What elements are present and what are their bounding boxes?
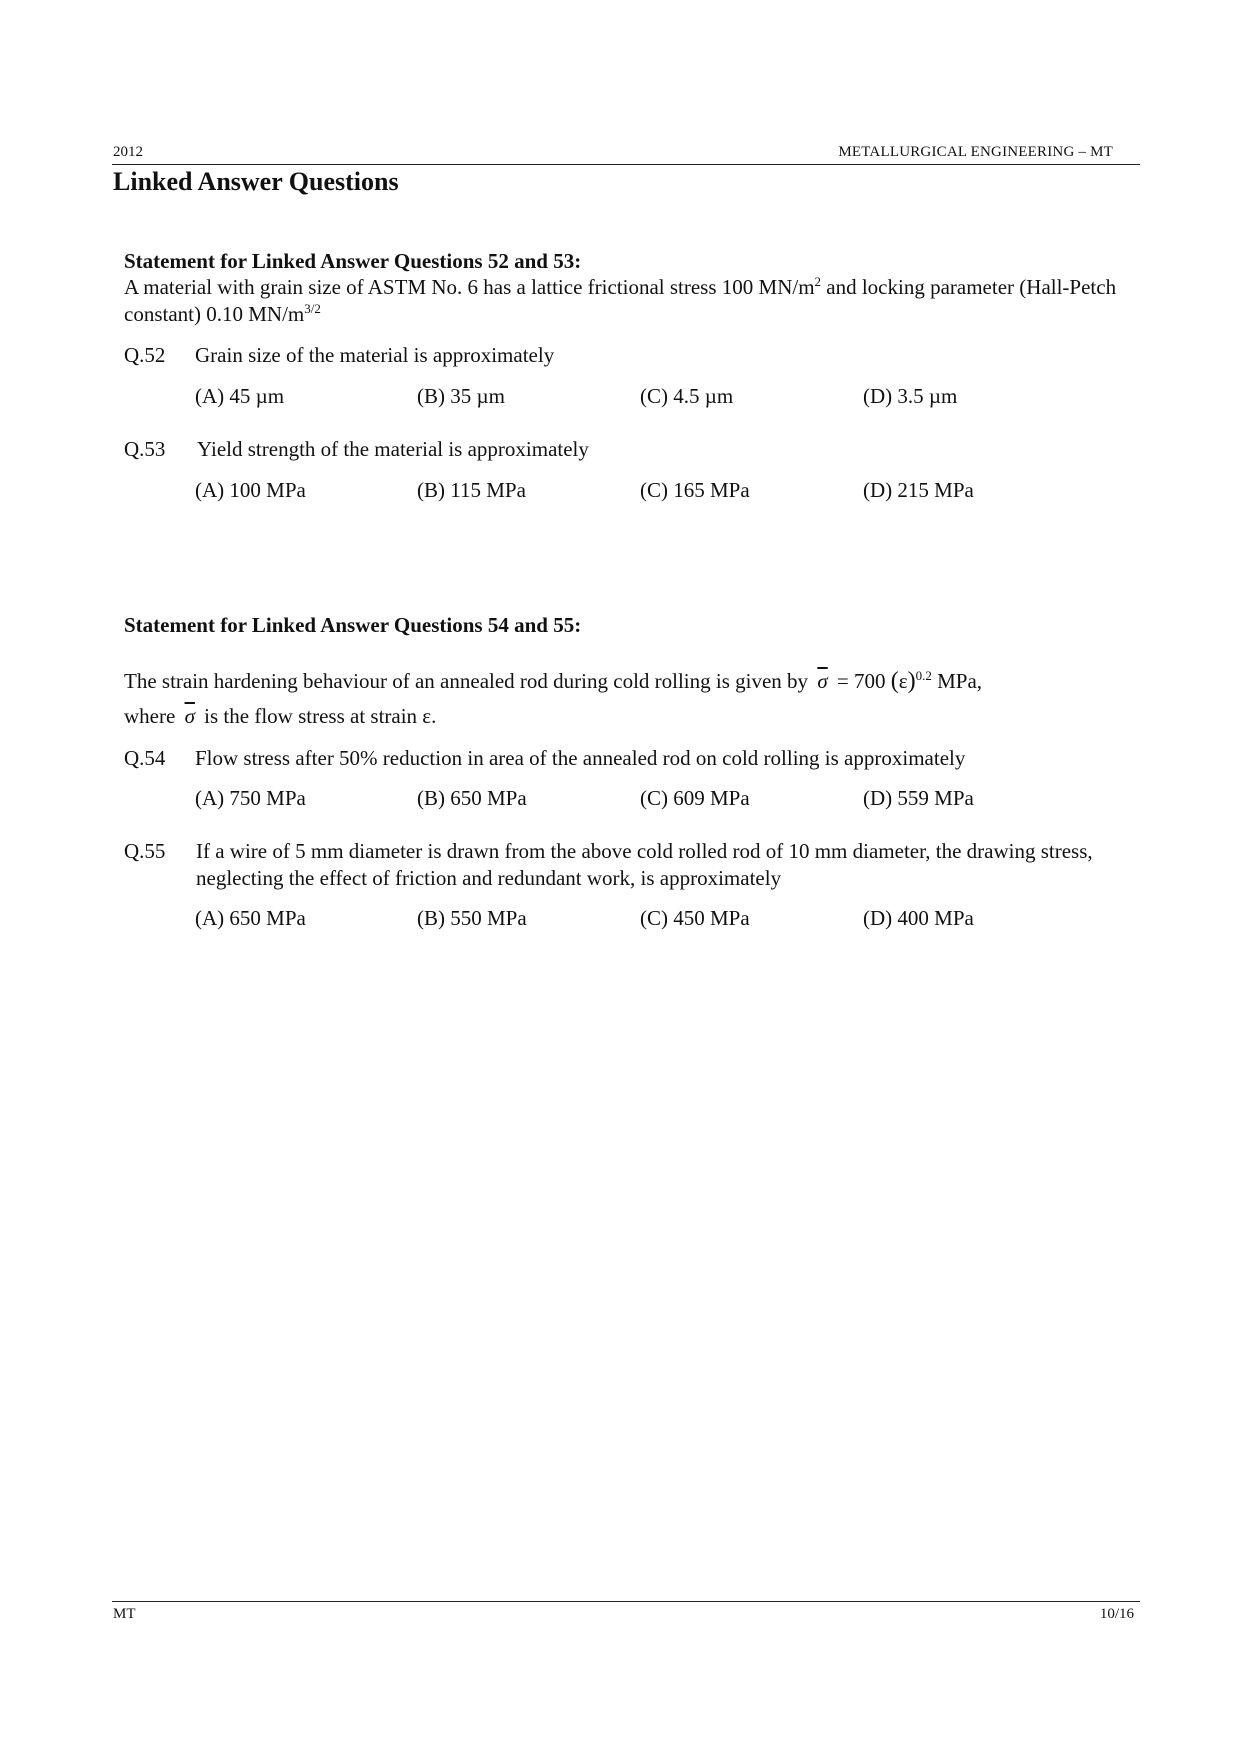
statement-text-part: The strain hardening behaviour of an annealed rod during cold rolling is given by [124,669,814,693]
superscript: 2 [814,274,822,289]
option-b: (B) 35 µm [417,384,505,408]
question-number: Q.52 [124,343,166,367]
statement-text-54-55-line1 [124,668,1124,695]
footer-rule [112,1601,1140,1602]
statement-heading-54-55: Statement for Linked Answer Questions 54 and 55: [124,613,582,637]
option-c: (C) 165 MPa [640,478,750,502]
sigma-bar-symbol: $\overline{\sigma}$ [184,704,195,728]
statement-text-part: and locking parameter (Hall-Petch constant) 0.10 MN/m [124,275,1117,326]
open-paren: ( [890,668,899,694]
option-d: (D) 215 MPa [863,478,974,502]
question-text: Grain size of the material is approximately [195,343,555,367]
option-b: (B) 550 MPa [417,906,527,930]
statement-heading-52-53: Statement for Linked Answer Questions 52 and 53: [124,249,582,273]
option-b: (B) 115 MPa [417,478,526,502]
equation-text: = 700 [831,669,891,693]
epsilon-symbol: ε [898,669,908,693]
option-c: (C) 609 MPa [640,786,750,810]
question-text: If a wire of 5 mm diameter is drawn from the above cold rolled rod of 10 mm diameter, the drawing stress, neglecting the effect of friction and redundant work, is approximately [196,839,1093,890]
statement-text-part: is the flow stress at strain ε. [198,704,437,728]
header-rule [112,164,1140,165]
option-d: (D) 559 MPa [863,786,974,810]
sigma-bar-symbol: $\overline{\sigma}$ [817,669,828,693]
statement-text-part: MPa, [931,669,983,693]
exponent: 0.2 [915,668,932,683]
option-c: (C) 4.5 µm [640,384,734,408]
section-title: Linked Answer Questions [113,167,399,196]
option-a: (A) 45 µm [195,384,285,408]
option-a: (A) 650 MPa [195,906,306,930]
option-b: (B) 650 MPa [417,786,527,810]
footer-paper-code: MT [113,1606,136,1622]
superscript: 3/2 [304,301,321,316]
question-text: Yield strength of the material is approximately [197,437,589,461]
option-a: (A) 100 MPa [195,478,306,502]
option-d: (D) 400 MPa [863,906,974,930]
option-d: (D) 3.5 µm [863,384,958,408]
close-paren: ) [907,668,916,694]
statement-text-52-53 [124,274,1124,328]
statement-text-part: A material with grain size of ASTM No. 6 has a lattice frictional stress 100 MN/m [124,275,815,299]
statement-text-part: where [124,704,181,728]
question-number: Q.55 [124,839,166,863]
question-number: Q.54 [124,746,166,770]
question-text: Flow stress after 50% reduction in area of the annealed rod on cold rolling is approximately [195,746,966,770]
option-c: (C) 450 MPa [640,906,750,930]
header-year: 2012 [113,144,143,160]
question-number: Q.53 [124,437,166,461]
statement-text-54-55-line2 [124,703,1124,730]
option-a: (A) 750 MPa [195,786,306,810]
footer-page-number: 10/16 [1099,1606,1134,1622]
header-paper-title: METALLURGICAL ENGINEERING – MT [838,144,1113,160]
